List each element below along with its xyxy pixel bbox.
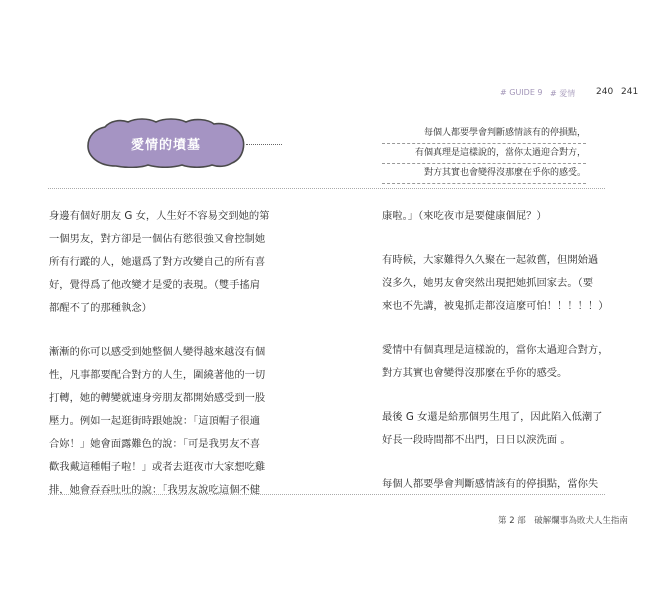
page-number-left: 240	[596, 87, 614, 97]
text-line: 合妳！」她會面露難色的說：「可是我男友不喜	[49, 438, 261, 450]
right-column	[382, 205, 608, 496]
running-footer: 第 2 部 破解爛事為敗犬人生指南	[498, 516, 628, 526]
text-line: 好長一段時間都不出門，日日以淚洗面 。	[382, 434, 571, 446]
text-line: 都醒不了的那種執念）	[49, 302, 152, 314]
text-line: 壓力。例如一起逛街時跟她說：「這頂帽子很適	[49, 415, 261, 427]
text-line: 對方其實也會變得沒那麼在乎你的感受。	[382, 367, 568, 379]
text-line: 好，覺得爲了他改變才是愛的表現。（雙手搖肩	[49, 279, 261, 291]
title-leader-dots	[246, 144, 282, 145]
text-line: 沒多久，她男友會突然出現把她抓回家去。（要	[382, 277, 594, 289]
text-line: 每個人都要學會判斷感情該有的停損點，當你失	[382, 478, 599, 490]
text-line: 一個男友，對方卻是一個佔有慾很強又會控制她	[49, 233, 266, 245]
text-line: 性，凡事都要配合對方的人生，圍繞著他的一切	[49, 369, 266, 381]
text-line: 歡我戴這種帽子啦！」或者去逛夜市大家想吃雞	[49, 461, 266, 473]
quote-line: 有個真理是這樣說的，當你太過迎合對方，	[382, 144, 586, 164]
chapter-tag: # 愛情	[550, 89, 576, 98]
text-line: 愛情中有個真理是這樣說的，當你太過迎合對方，	[382, 344, 609, 356]
divider-top	[48, 188, 605, 189]
title-cloud	[86, 118, 246, 168]
quote-line: 每個人都要學會判斷感情該有的停損點，	[382, 124, 586, 144]
text-line: 康啦。」（來吃夜市是要健康個屁？）	[382, 210, 547, 222]
pull-quote	[382, 124, 586, 184]
section-title: 愛情的墳墓	[130, 137, 201, 153]
text-line: 打轉，她的轉變就連身旁朋友都開始感受到一股	[49, 392, 266, 404]
guide-tag: # GUIDE 9	[500, 88, 543, 97]
text-line: 最後 G 女還是給那個男生甩了，因此陷入低潮了	[382, 411, 603, 423]
text-line: 排，她會吞吞吐吐的說：「我男友說吃這個不健	[49, 484, 261, 496]
page-number-right: 241	[621, 87, 639, 97]
text-line: 所有行蹤的人，她還爲了對方改變自己的所有喜	[49, 256, 266, 268]
text-line: 漸漸的你可以感受到她整個人變得越來越沒有個	[49, 346, 266, 358]
text-line: 有時候，大家難得久久聚在一起敘舊，但開始過	[382, 254, 599, 266]
left-column	[49, 205, 281, 502]
divider-bottom	[48, 494, 605, 495]
quote-line: 對方其實也會變得沒那麼在乎你的感受。	[382, 164, 586, 184]
text-line: 來也不先講，被鬼抓走都沒這麼可怕！！！！！）	[382, 300, 609, 312]
text-line: 身邊有個好朋友 G 女，人生好不容易交到她的第	[49, 210, 270, 222]
